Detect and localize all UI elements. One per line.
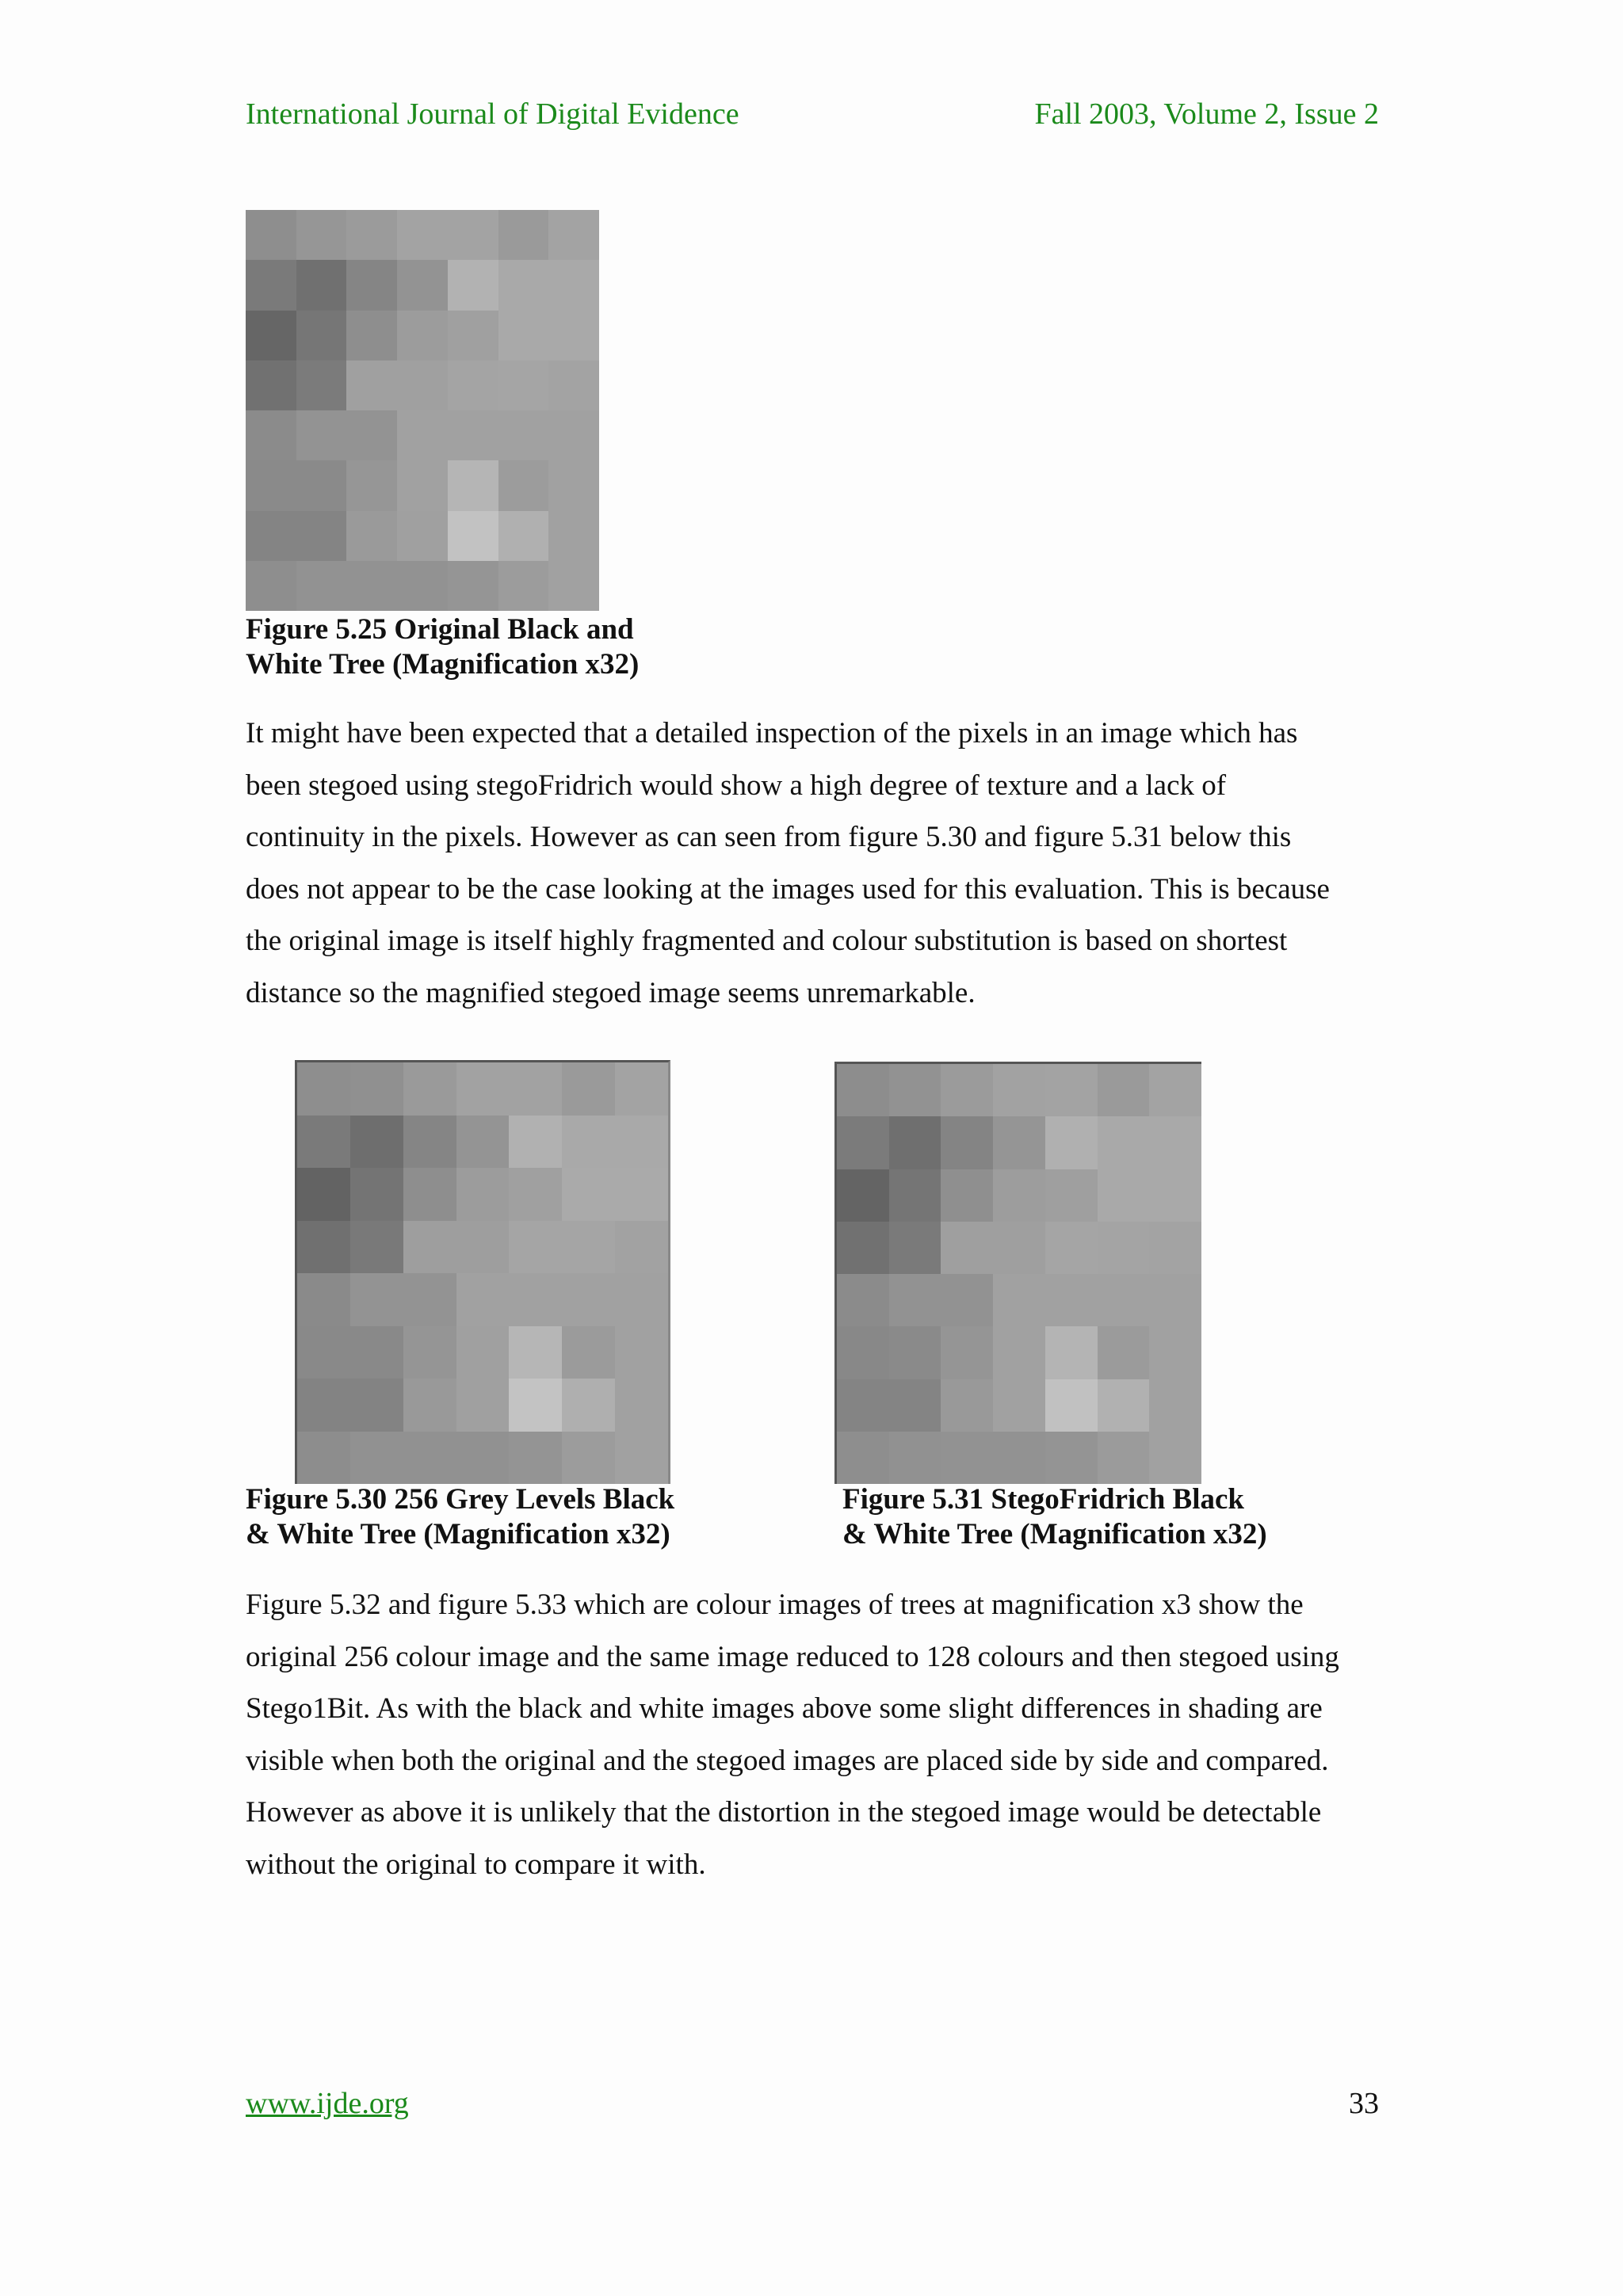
pixel-cell	[246, 260, 296, 310]
figure-5-31-image	[834, 1062, 1201, 1484]
pixel-cell	[837, 1274, 889, 1326]
running-header	[246, 97, 1379, 136]
pixel-cell	[509, 1432, 562, 1485]
pixel-cell	[509, 1326, 562, 1379]
pixel-cell	[403, 1221, 456, 1274]
pixel-cell	[509, 1221, 562, 1274]
pixel-cell	[548, 561, 599, 611]
pixel-cell	[993, 1379, 1045, 1432]
pixel-cell	[889, 1222, 941, 1274]
pixel-cell	[296, 311, 347, 360]
pixel-cell	[562, 1273, 615, 1326]
pixel-cell	[889, 1274, 941, 1326]
pixel-cell	[562, 1168, 615, 1221]
pixel-cell	[346, 410, 397, 460]
pixel-cell	[993, 1169, 1045, 1222]
pixel-cell	[548, 511, 599, 561]
pixel-cell	[296, 460, 347, 510]
text-line: been stegoed using stegoFridrich would show a high degree of texture and a lack of	[246, 769, 1227, 802]
caption-line: & White Tree (Magnification x32)	[246, 1518, 670, 1550]
figure-5-30-caption	[246, 1482, 674, 1552]
pixel-cell	[246, 561, 296, 611]
pixel-cell	[1045, 1169, 1098, 1222]
pixel-cell	[615, 1273, 668, 1326]
text-line: does not appear to be the case looking at the images used for this evaluation. This is because	[246, 872, 1330, 906]
pixel-cell	[509, 1379, 562, 1432]
pixel-cell	[615, 1116, 668, 1169]
pixel-cell	[403, 1432, 456, 1485]
pixel-cell	[350, 1432, 403, 1485]
pixel-cell	[346, 260, 397, 310]
pixel-cell	[1098, 1432, 1150, 1484]
pixel-cell	[297, 1326, 350, 1379]
pixel-cell	[498, 511, 549, 561]
caption-line: Figure 5.30 256 Grey Levels Black	[246, 1483, 675, 1516]
pixel-cell	[448, 260, 498, 310]
pixel-cell	[889, 1379, 941, 1432]
pixel-cell	[562, 1432, 615, 1485]
pixel-cell	[456, 1326, 510, 1379]
pixel-cell	[993, 1064, 1045, 1116]
pixel-cell	[889, 1116, 941, 1169]
pixel-cell	[498, 561, 549, 611]
pixel-cell	[296, 511, 347, 561]
pixel-cell	[615, 1062, 668, 1116]
pixel-cell	[993, 1326, 1045, 1379]
pixel-cell	[297, 1273, 350, 1326]
pixel-cell	[889, 1326, 941, 1379]
pixel-cell	[456, 1062, 510, 1116]
pixel-cell	[1045, 1274, 1098, 1326]
pixel-cell	[403, 1062, 456, 1116]
pixel-cell	[498, 260, 549, 310]
pixel-cell	[1045, 1379, 1098, 1432]
pixel-cell	[548, 210, 599, 260]
pixel-cell	[615, 1432, 668, 1485]
pixel-cell	[889, 1432, 941, 1484]
pixel-cell	[296, 410, 347, 460]
pixel-cell	[498, 360, 549, 410]
pixel-cell	[889, 1169, 941, 1222]
page-number: 33	[1349, 2087, 1379, 2120]
pixel-cell	[837, 1116, 889, 1169]
pixel-cell	[350, 1326, 403, 1379]
figure-5-30-image	[295, 1060, 670, 1484]
pixel-cell	[397, 511, 448, 561]
pixel-cell	[993, 1274, 1045, 1326]
pixel-cell	[615, 1379, 668, 1432]
pixel-cell	[346, 210, 397, 260]
pixel-cell	[562, 1116, 615, 1169]
text-line: However as above it is unlikely that the distortion in the stegoed image would be detectable	[246, 1796, 1322, 1829]
pixel-cell	[456, 1168, 510, 1221]
pixel-cell	[397, 210, 448, 260]
pixel-cell	[397, 410, 448, 460]
pixel-cell	[1149, 1116, 1201, 1169]
pixel-cell	[509, 1116, 562, 1169]
pixel-cell	[448, 311, 498, 360]
pixel-cell	[548, 311, 599, 360]
pixel-cell	[941, 1169, 993, 1222]
pixel-cell	[1149, 1432, 1201, 1484]
text-line: continuity in the pixels. However as can seen from figure 5.30 and figure 5.31 below this	[246, 821, 1292, 853]
pixel-cell	[397, 311, 448, 360]
pixel-cell	[837, 1222, 889, 1274]
pixel-cell	[1045, 1064, 1098, 1116]
pixel-cell	[448, 410, 498, 460]
pixel-cell	[941, 1064, 993, 1116]
pixel-cell	[1045, 1326, 1098, 1379]
pixel-cell	[498, 460, 549, 510]
pixel-cell	[941, 1116, 993, 1169]
pixel-cell	[1149, 1064, 1201, 1116]
pixel-cell	[403, 1116, 456, 1169]
text-line: Stego1Bit. As with the black and white images above some slight differences in shading are	[246, 1692, 1323, 1725]
pixel-cell	[615, 1221, 668, 1274]
pixel-cell	[297, 1432, 350, 1485]
pixel-cell	[941, 1379, 993, 1432]
body-paragraph-1	[246, 707, 1387, 1019]
pixel-cell	[498, 311, 549, 360]
pixel-cell	[993, 1116, 1045, 1169]
pixel-cell	[1149, 1379, 1201, 1432]
pixel-cell	[993, 1432, 1045, 1484]
pixel-cell	[993, 1222, 1045, 1274]
pixel-cell	[448, 460, 498, 510]
pixel-cell	[296, 260, 347, 310]
pixel-cell	[548, 360, 599, 410]
pixel-cell	[297, 1168, 350, 1221]
pixel-cell	[297, 1062, 350, 1116]
pixel-cell	[1098, 1326, 1150, 1379]
pixel-cell	[889, 1064, 941, 1116]
pixel-cell	[1045, 1222, 1098, 1274]
pixel-cell	[498, 410, 549, 460]
pixel-cell	[548, 410, 599, 460]
pixel-cell	[456, 1379, 510, 1432]
pixel-cell	[296, 360, 347, 410]
pixel-cell	[1149, 1169, 1201, 1222]
pixel-cell	[350, 1062, 403, 1116]
pixel-cell	[837, 1326, 889, 1379]
pixel-cell	[350, 1273, 403, 1326]
pixel-cell	[448, 210, 498, 260]
pixel-cell	[403, 1273, 456, 1326]
pixel-cell	[1098, 1116, 1150, 1169]
pixel-cell	[1149, 1222, 1201, 1274]
pixel-cell	[509, 1273, 562, 1326]
pixel-cell	[562, 1062, 615, 1116]
pixel-cell	[1149, 1274, 1201, 1326]
pixel-cell	[246, 311, 296, 360]
pixel-cell	[509, 1062, 562, 1116]
pixel-cell	[562, 1379, 615, 1432]
pixel-cell	[448, 511, 498, 561]
pixel-cell	[403, 1326, 456, 1379]
pixel-cell	[403, 1168, 456, 1221]
pixel-cell	[403, 1379, 456, 1432]
pixel-cell	[397, 360, 448, 410]
pixel-cell	[1149, 1326, 1201, 1379]
journal-url-link[interactable]: www.ijde.org	[246, 2087, 409, 2120]
caption-line: Figure 5.31 StegoFridrich Black	[842, 1483, 1244, 1516]
pixel-cell	[941, 1274, 993, 1326]
pixel-cell	[297, 1116, 350, 1169]
pixel-cell	[346, 561, 397, 611]
pixel-cell	[350, 1168, 403, 1221]
pixel-cell	[509, 1168, 562, 1221]
pixel-cell	[350, 1379, 403, 1432]
pixel-cell	[548, 260, 599, 310]
pixel-cell	[246, 360, 296, 410]
pixel-cell	[941, 1326, 993, 1379]
pixel-cell	[346, 460, 397, 510]
pixel-cell	[246, 410, 296, 460]
pixel-cell	[397, 460, 448, 510]
pixel-cell	[246, 210, 296, 260]
pixel-cell	[837, 1064, 889, 1116]
pixel-cell	[297, 1379, 350, 1432]
pixel-cell	[1098, 1274, 1150, 1326]
figure-5-31-caption	[842, 1482, 1267, 1552]
pixel-cell	[297, 1221, 350, 1274]
pixel-cell	[456, 1116, 510, 1169]
issue-info: Fall 2003, Volume 2, Issue 2	[1034, 97, 1379, 131]
pixel-cell	[837, 1432, 889, 1484]
text-line: original 256 colour image and the same image reduced to 128 colours and then stegoed using	[246, 1640, 1339, 1673]
caption-line: & White Tree (Magnification x32)	[842, 1518, 1267, 1550]
pixel-cell	[296, 210, 347, 260]
text-line: the original image is itself highly fragmented and colour substitution is based on shortest	[246, 925, 1288, 957]
pixel-cell	[246, 511, 296, 561]
text-line: distance so the magnified stegoed image seems unremarkable.	[246, 976, 976, 1009]
pixel-cell	[346, 311, 397, 360]
pixel-cell	[562, 1221, 615, 1274]
running-footer	[246, 2086, 1379, 2126]
pixel-cell	[615, 1168, 668, 1221]
pixel-cell	[548, 460, 599, 510]
pixel-cell	[397, 260, 448, 310]
pixel-cell	[448, 360, 498, 410]
pixel-cell	[1045, 1116, 1098, 1169]
pixel-cell	[562, 1326, 615, 1379]
pixel-cell	[448, 561, 498, 611]
text-line: without the original to compare it with.	[246, 1848, 706, 1881]
pixel-cell	[1098, 1379, 1150, 1432]
journal-title: International Journal of Digital Evidence	[246, 97, 739, 131]
text-line: Figure 5.32 and figure 5.33 which are colour images of trees at magnification x3 show the	[246, 1589, 1304, 1621]
pixel-cell	[498, 210, 549, 260]
pixel-cell	[346, 511, 397, 561]
pixel-cell	[837, 1379, 889, 1432]
pixel-cell	[837, 1169, 889, 1222]
pixel-cell	[456, 1432, 510, 1485]
text-line: visible when both the original and the stegoed images are placed side by side and compared.	[246, 1744, 1329, 1777]
pixel-cell	[456, 1273, 510, 1326]
pixel-cell	[397, 561, 448, 611]
pixel-cell	[1098, 1222, 1150, 1274]
pixel-cell	[346, 360, 397, 410]
pixel-cell	[246, 460, 296, 510]
pixel-cell	[941, 1432, 993, 1484]
pixel-cell	[1098, 1169, 1150, 1222]
figure-5-25-image	[246, 210, 599, 611]
text-line: It might have been expected that a detailed inspection of the pixels in an image which has	[246, 717, 1298, 749]
pixel-cell	[615, 1326, 668, 1379]
pixel-cell	[350, 1116, 403, 1169]
pixel-cell	[941, 1222, 993, 1274]
pixel-cell	[350, 1221, 403, 1274]
caption-line: White Tree (Magnification x32)	[246, 648, 640, 681]
pixel-cell	[296, 561, 347, 611]
pixel-cell	[1098, 1064, 1150, 1116]
body-paragraph-2	[246, 1579, 1387, 1890]
pixel-cell	[456, 1221, 510, 1274]
figure-5-25-caption	[246, 612, 639, 682]
pixel-cell	[1045, 1432, 1098, 1484]
caption-line: Figure 5.25 Original Black and	[246, 613, 634, 646]
